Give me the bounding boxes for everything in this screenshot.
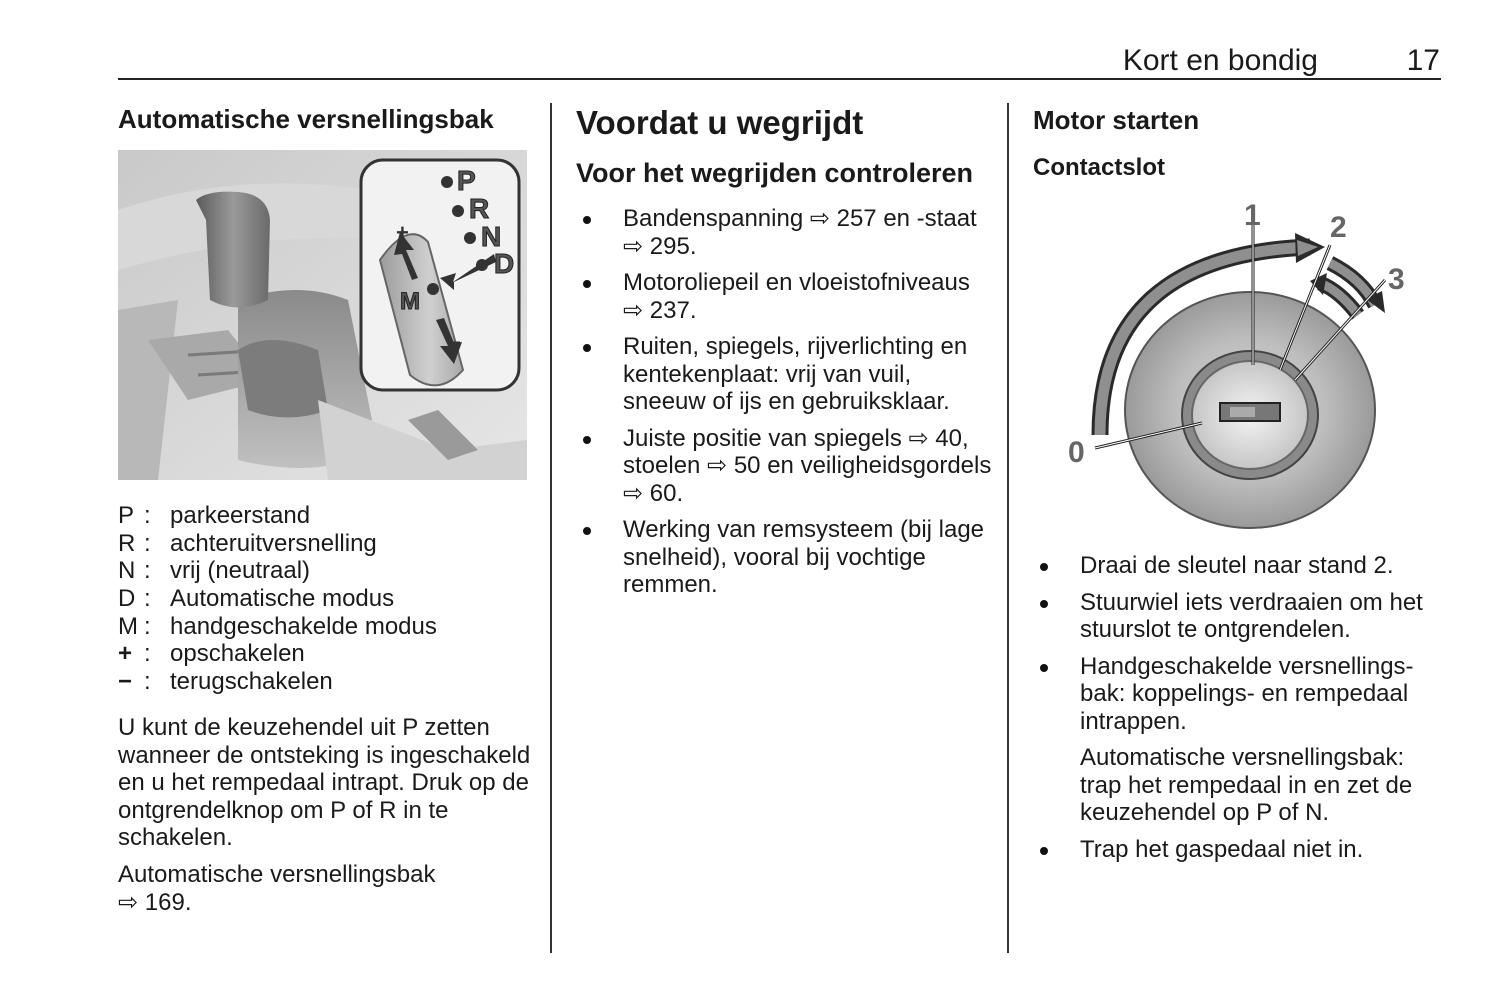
list-item-text: Handgeschakelde versnellingsbak: koppelings- en rempedaal intrappen.	[1080, 652, 1414, 735]
text-run: P	[330, 796, 346, 824]
figure-label-r: R	[469, 193, 490, 224]
legend-key-plus-icon: +	[118, 640, 133, 668]
legend-key: M	[118, 612, 138, 640]
legend-colon: :	[144, 640, 151, 668]
figure-label-d: D	[494, 248, 515, 279]
figure-label-n: N	[481, 221, 502, 252]
legend-colon: :	[144, 612, 151, 640]
list-item	[1033, 653, 1445, 736]
list-item	[1033, 589, 1445, 644]
bullet-icon	[583, 344, 591, 352]
subheading-ignition: Contactslot	[1033, 154, 1165, 181]
figure-label-0: 0	[1068, 436, 1085, 469]
legend-row	[118, 613, 437, 641]
legend-colon: :	[144, 529, 151, 557]
text-run: P	[402, 714, 418, 741]
list-item-text: Juiste positie van spiegels ⇨ 40, stoelen ⇨ 50 en veiligheidsgordels ⇨ 60.	[623, 424, 992, 507]
bullet-icon	[583, 280, 591, 288]
section-heading-engine-start: Motor starten	[1033, 105, 1200, 135]
column-before-driving	[576, 100, 991, 608]
legend-key-minus-icon: −	[118, 668, 133, 696]
list-item	[576, 333, 996, 416]
legend-text: parkeerstand	[170, 502, 311, 529]
engine-start-steps	[1033, 552, 1445, 872]
column-gearbox	[118, 100, 533, 138]
bullet-icon	[583, 436, 591, 444]
column-divider-1	[550, 103, 552, 953]
legend-row	[118, 557, 437, 585]
gearbox-paragraph	[118, 714, 538, 852]
list-item-text: Trap het gaspedaal niet in.	[1080, 835, 1364, 863]
text-run: of	[345, 796, 380, 824]
legend-key: P	[118, 502, 135, 529]
figure-label-m: M	[400, 288, 420, 315]
text-run: in te schakelen.	[118, 796, 449, 851]
legend-colon: :	[144, 557, 151, 585]
figure-label-minus: −	[448, 330, 461, 355]
list-item-text: Werking van remsysteem (bij lage snelheid), vooral bij vochtige remmen.	[623, 516, 985, 598]
legend-colon: :	[144, 668, 151, 696]
legend-row	[118, 640, 437, 668]
bullet-icon	[1040, 600, 1048, 608]
section-heading-before-driving: Voordat u wegrijdt	[576, 104, 864, 141]
bullet-icon	[1040, 847, 1048, 855]
bullet-icon	[1040, 664, 1048, 672]
list-item	[576, 205, 996, 260]
start-steps-list-continued	[1033, 836, 1445, 864]
legend-row	[118, 585, 437, 613]
text-run: zetten wanneer de ontsteking is ingeschakeld en u het rempedaal intrapt. Druk op de ontgrendelknop om	[118, 714, 531, 824]
legend-row	[118, 668, 437, 696]
legend-colon: :	[144, 585, 151, 613]
list-item	[576, 269, 996, 324]
list-item	[576, 425, 996, 508]
list-item-text: Ruiten, spiegels, rijverlichting en kentekenplaat: vrij van vuil, sneeuw of ijs en gebruiksklaar.	[623, 333, 968, 415]
column-divider-2	[1007, 103, 1009, 953]
bullet-icon	[583, 216, 591, 224]
list-item	[576, 516, 996, 599]
bullet-icon	[583, 527, 591, 535]
legend-row	[118, 502, 437, 530]
figure-label-3: 3	[1388, 263, 1405, 296]
legend-row	[118, 530, 437, 558]
legend-text: handgeschakelde modus	[170, 612, 437, 640]
legend-text: vrij (neutraal)	[170, 557, 311, 585]
list-item	[1033, 552, 1445, 580]
legend-text: Automatische modus	[170, 585, 395, 613]
check-list	[576, 205, 996, 599]
step-followup-text: Automatische versnellingsbak: trap het rempedaal in en zet de keuzehendel op P of N.	[1080, 744, 1413, 826]
bullet-icon	[1040, 563, 1048, 571]
list-item-text: Bandenspanning ⇨ 257 en -staat ⇨ 295.	[623, 205, 977, 260]
ignition-switch-illustration	[1040, 195, 1440, 535]
figure-label-p: P	[457, 165, 476, 196]
legend-key: N	[118, 557, 136, 585]
figure-label-1: 1	[1244, 199, 1261, 232]
gear-shifter-illustration	[118, 150, 527, 480]
reference-link[interactable]: ⇨ 169.	[118, 888, 192, 916]
column-engine-start	[1033, 100, 1443, 186]
text-run: R	[379, 796, 397, 824]
start-steps-list	[1033, 552, 1445, 735]
figure-label-2: 2	[1330, 211, 1347, 244]
list-item-text: Motoroliepeil en vloeistofniveaus ⇨ 237.	[623, 269, 970, 324]
list-item	[1033, 836, 1445, 864]
legend-key: D	[118, 585, 136, 613]
section-heading-gearbox: Automatische versnellingsbak	[118, 104, 494, 134]
text-run: U kunt de keuzehendel uit	[118, 714, 403, 741]
list-item-text: Stuurwiel iets verdraaien om het stuurslot te ontgrendelen.	[1080, 588, 1423, 643]
legend-text: opschakelen	[170, 640, 305, 668]
header-rule	[118, 78, 1441, 80]
legend-text: terugschakelen	[170, 668, 333, 696]
gear-legend	[118, 502, 437, 696]
figure-label-plus: +	[396, 220, 409, 245]
legend-colon: :	[144, 502, 151, 529]
gearbox-reference	[118, 861, 538, 916]
subheading-checks: Voor het wegrijden controleren	[576, 158, 974, 188]
legend-key: R	[118, 529, 136, 557]
reference-text: Automatische versnellingsbak	[118, 861, 436, 888]
page-number: 17	[1406, 44, 1440, 77]
legend-text: achteruitversnelling	[170, 529, 377, 557]
list-item-text: Draai de sleutel naar stand 2.	[1080, 552, 1394, 579]
running-header-title: Kort en bondig	[1122, 44, 1318, 77]
